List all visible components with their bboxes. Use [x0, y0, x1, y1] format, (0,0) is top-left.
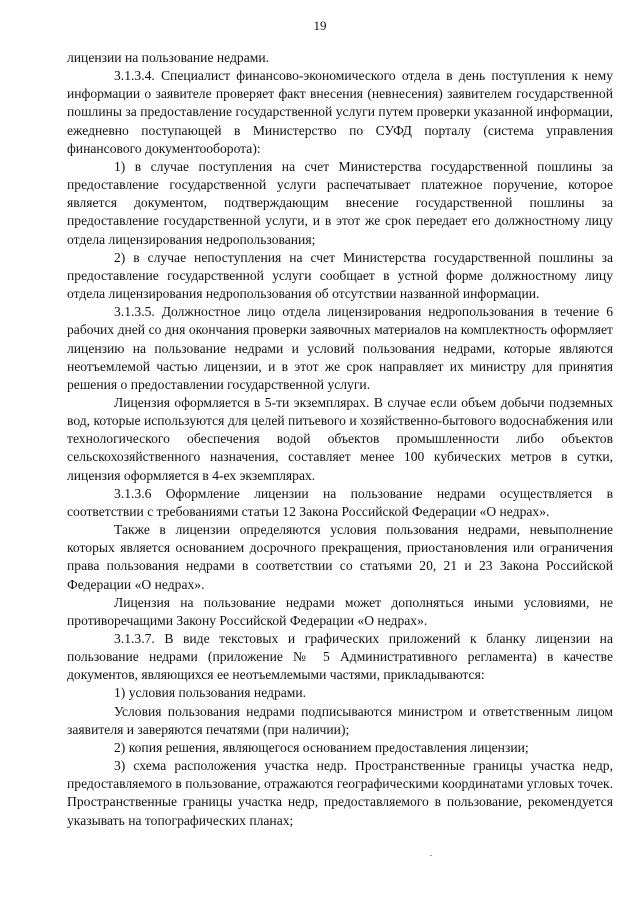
paragraph-license-conditions: Также в лицензии определяются условия пользования недрами, невыполнение которых является основанием досрочного прекращения, приостановления или ограничения права пользования недрами в соответствии со статьями 20, 21 и 23 Закона Российской Федерации «О недрах». — [67, 522, 613, 592]
paragraph-conditions-signing: Условия пользования недрами подписываются министром и ответственным лицом заявителя и заверяются печатями (при наличии); — [67, 703, 613, 737]
paragraph-3-1-3-5: 3.1.3.5. Должностное лицо отдела лицензирования недропользования в течение 6 рабочих дней со дня окончания проверки заявочных материалов на комплектность оформляет лицензию на пользование недрами и условий пользования недрами, которые являются неотъемлемой частью лицензии, и в этот же срок направляет их министру для принятия решения о предоставлении государственной услуги. — [67, 304, 613, 392]
scan-speck — [430, 855, 432, 856]
paragraph-attachment-1: 1) условия пользования недрами. — [114, 685, 307, 701]
paragraph-continuation: лицензии на пользование недрами. — [67, 50, 270, 65]
paragraph-3-1-3-7: 3.1.3.7. В виде текстовых и графических приложений к бланку лицензии на пользование недрами (приложение № 5 Административного регламента) в качестве документов, являющихся ее неотъемлемыми частями, прикладываются: — [67, 631, 613, 683]
paragraph-3-1-3-4: 3.1.3.4. Специалист финансово-экономического отдела в день поступления к нему информации о заявителе проверяет факт внесения (невнесения) заявителем государственной пошлины за предоставление государственной услуги путем проверки указанной информации, ежедневно поступающей в Министерство по СУФД порталу (система управления финансового документооборота): — [67, 68, 613, 156]
paragraph-attachment-2: 2) копия решения, являющегося основанием предоставления лицензии; — [114, 739, 529, 755]
paragraph-item-2-payment-not-received: 2) в случае непоступления на счет Министерства государственной пошлины за предоставление государственной услуги сообщает в устной форме должностному лицу отдела лицензирования недропользования об отсутствии названной информации. — [67, 249, 613, 302]
paragraph-additional-conditions: Лицензия на пользование недрами может дополняться иными условиями, не противоречащими Закону Российской Федерации «О недрах». — [67, 594, 613, 628]
page-number: 19 — [313, 18, 327, 33]
paragraph-item-1-payment-received: 1) в случае поступления на счет Министерства государственной пошлины за предоставление государственной услуги распечатывает платежное поручение, которое является документом, подтверждающим внесение государственной пошлины за предоставление государственной услуги, и в этот же срок передает его должностному лицу отдела лицензирования недропользования; — [67, 158, 613, 247]
paragraph-attachment-3: 3) схема расположения участка недр. Пространственные границы участка недр, предоставляемого в пользование, отражаются географическими координатами угловых точек. Пространственные границы участка недр, предоставляемого в пользование, рекомендуется указывать на топографических планах; — [67, 758, 613, 828]
paragraph-license-copies: Лицензия оформляется в 5-ти экземплярах. В случае если объем добычи подземных вод, которые используются для целей питьевого и хозяйственно-бытового водоснабжения или технологического обеспечения водой объектов промышленности либо объектов сельскохозяйственного назначения, составляет менее 100 кубических метров в сутки, лицензия оформляется в 4-ех экземплярах. — [67, 394, 613, 483]
document-body — [67, 49, 613, 830]
paragraph-3-1-3-6: 3.1.3.6 Оформление лицензии на пользование недрами осуществляется в соответствии с требованиями статьи 12 Закона Российской Федерации «О недрах». — [67, 485, 613, 519]
